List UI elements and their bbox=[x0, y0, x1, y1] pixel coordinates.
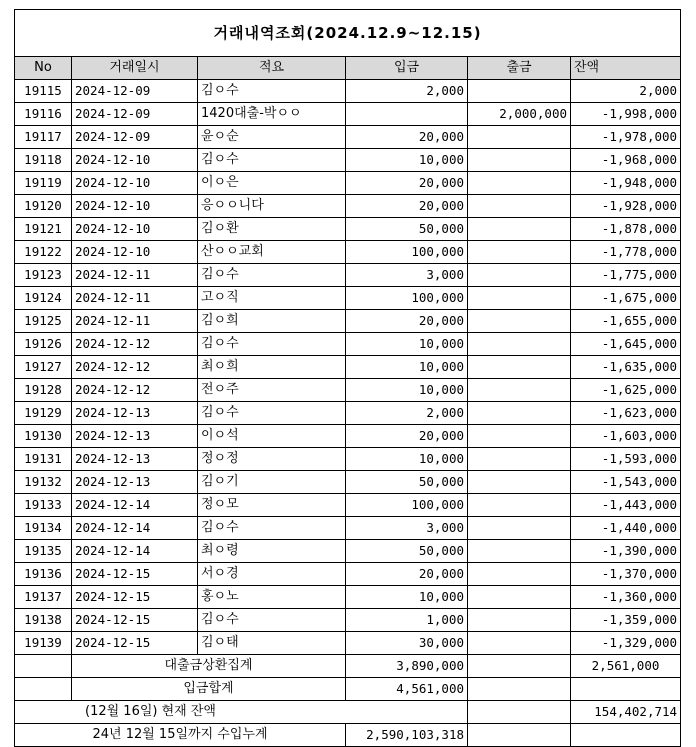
cumulative-row bbox=[15, 724, 681, 747]
row-deposit-cell: 10,000 bbox=[346, 356, 468, 379]
table-row bbox=[15, 172, 681, 195]
row-date-cell: 2024-12-12 bbox=[72, 356, 198, 379]
row-date-cell: 2024-12-11 bbox=[72, 287, 198, 310]
row-no-cell: 19116 bbox=[15, 103, 72, 126]
row-no-cell: 19132 bbox=[15, 471, 72, 494]
row-date-cell: 2024-12-15 bbox=[72, 586, 198, 609]
row-memo-cell: 이ㅇ은 bbox=[198, 172, 346, 195]
row-no-cell: 19138 bbox=[15, 609, 72, 632]
row-balance-cell: -1,593,000 bbox=[571, 448, 681, 471]
row-deposit-cell: 10,000 bbox=[346, 448, 468, 471]
row-no-cell: 19127 bbox=[15, 356, 72, 379]
row-deposit-cell: 50,000 bbox=[346, 540, 468, 563]
table-row bbox=[15, 632, 681, 655]
summary-body bbox=[15, 655, 681, 747]
table-row bbox=[15, 425, 681, 448]
table-row bbox=[15, 563, 681, 586]
row-memo-cell: 김ㅇ수 bbox=[198, 402, 346, 425]
row-no-cell: 19121 bbox=[15, 218, 72, 241]
row-no-cell: 19129 bbox=[15, 402, 72, 425]
table-row bbox=[15, 241, 681, 264]
header-memo: 적요 bbox=[198, 57, 346, 80]
row-deposit-cell: 20,000 bbox=[346, 126, 468, 149]
deposit-total-value: 4,561,000 bbox=[346, 678, 468, 701]
loan-repay-balance: 2,561,000 bbox=[571, 655, 681, 678]
row-date-cell: 2024-12-11 bbox=[72, 310, 198, 333]
row-withdrawal-cell bbox=[468, 149, 571, 172]
table-row bbox=[15, 195, 681, 218]
row-no-cell: 19134 bbox=[15, 517, 72, 540]
row-withdrawal-cell bbox=[468, 80, 571, 103]
row-memo-cell: 김ㅇ수 bbox=[198, 609, 346, 632]
row-no-cell: 19117 bbox=[15, 126, 72, 149]
row-withdrawal-cell bbox=[468, 517, 571, 540]
table-row bbox=[15, 333, 681, 356]
row-no-cell: 19137 bbox=[15, 586, 72, 609]
row-memo-cell: 윤ㅇ순 bbox=[198, 126, 346, 149]
table-row bbox=[15, 609, 681, 632]
row-balance-cell: -1,329,000 bbox=[571, 632, 681, 655]
row-deposit-cell: 1,000 bbox=[346, 609, 468, 632]
row-balance-cell: -1,390,000 bbox=[571, 540, 681, 563]
table-row bbox=[15, 517, 681, 540]
table-row bbox=[15, 103, 681, 126]
row-date-cell: 2024-12-11 bbox=[72, 264, 198, 287]
table-row bbox=[15, 80, 681, 103]
blank-cell bbox=[571, 678, 681, 701]
row-deposit-cell: 2,000 bbox=[346, 402, 468, 425]
row-balance-cell: -1,655,000 bbox=[571, 310, 681, 333]
row-date-cell: 2024-12-15 bbox=[72, 563, 198, 586]
header-no: No bbox=[15, 57, 72, 80]
row-deposit-cell: 10,000 bbox=[346, 586, 468, 609]
current-balance-label: (12월 16일) 현재 잔액 bbox=[15, 701, 468, 724]
row-deposit-cell bbox=[346, 103, 468, 126]
row-deposit-cell: 100,000 bbox=[346, 494, 468, 517]
row-withdrawal-cell bbox=[468, 471, 571, 494]
row-withdrawal-cell bbox=[468, 241, 571, 264]
row-memo-cell: 김ㅇ수 bbox=[198, 264, 346, 287]
row-deposit-cell: 100,000 bbox=[346, 287, 468, 310]
current-balance-value: 154,402,714 bbox=[571, 701, 681, 724]
row-no-cell: 19133 bbox=[15, 494, 72, 517]
row-balance-cell: -1,775,000 bbox=[571, 264, 681, 287]
row-deposit-cell: 10,000 bbox=[346, 333, 468, 356]
table-row bbox=[15, 448, 681, 471]
row-date-cell: 2024-12-15 bbox=[72, 609, 198, 632]
row-withdrawal-cell bbox=[468, 425, 571, 448]
row-date-cell: 2024-12-10 bbox=[72, 241, 198, 264]
row-date-cell: 2024-12-13 bbox=[72, 425, 198, 448]
page-title: 거래내역조회(2024.12.9~12.15) bbox=[15, 10, 681, 57]
table-row bbox=[15, 471, 681, 494]
row-deposit-cell: 10,000 bbox=[346, 379, 468, 402]
blank-cell bbox=[15, 655, 72, 678]
row-date-cell: 2024-12-09 bbox=[72, 126, 198, 149]
row-memo-cell: 이ㅇ석 bbox=[198, 425, 346, 448]
deposit-total-row bbox=[15, 678, 681, 701]
row-no-cell: 19124 bbox=[15, 287, 72, 310]
row-deposit-cell: 50,000 bbox=[346, 218, 468, 241]
row-no-cell: 19136 bbox=[15, 563, 72, 586]
row-memo-cell: 정ㅇ모 bbox=[198, 494, 346, 517]
row-date-cell: 2024-12-10 bbox=[72, 195, 198, 218]
row-deposit-cell: 20,000 bbox=[346, 172, 468, 195]
row-no-cell: 19118 bbox=[15, 149, 72, 172]
row-deposit-cell: 20,000 bbox=[346, 425, 468, 448]
row-memo-cell: 1420대출-박ㅇㅇ bbox=[198, 103, 346, 126]
row-date-cell: 2024-12-14 bbox=[72, 517, 198, 540]
row-memo-cell: 김ㅇ환 bbox=[198, 218, 346, 241]
transaction-table bbox=[14, 9, 681, 747]
row-no-cell: 19119 bbox=[15, 172, 72, 195]
header-deposit: 입금 bbox=[346, 57, 468, 80]
row-memo-cell: 서ㅇ경 bbox=[198, 563, 346, 586]
row-date-cell: 2024-12-13 bbox=[72, 448, 198, 471]
row-withdrawal-cell bbox=[468, 333, 571, 356]
row-balance-cell: -1,968,000 bbox=[571, 149, 681, 172]
table-row bbox=[15, 126, 681, 149]
row-date-cell: 2024-12-10 bbox=[72, 149, 198, 172]
row-memo-cell: 최ㅇ령 bbox=[198, 540, 346, 563]
row-memo-cell: 김ㅇ수 bbox=[198, 80, 346, 103]
row-balance-cell: -1,370,000 bbox=[571, 563, 681, 586]
row-balance-cell: -1,443,000 bbox=[571, 494, 681, 517]
table-row bbox=[15, 218, 681, 241]
row-date-cell: 2024-12-13 bbox=[72, 471, 198, 494]
deposit-total-label: 입금합계 bbox=[72, 678, 346, 701]
row-memo-cell: 홍ㅇ노 bbox=[198, 586, 346, 609]
row-no-cell: 19120 bbox=[15, 195, 72, 218]
row-date-cell: 2024-12-15 bbox=[72, 632, 198, 655]
header-date: 거래일시 bbox=[72, 57, 198, 80]
row-balance-cell: -1,623,000 bbox=[571, 402, 681, 425]
table-row bbox=[15, 149, 681, 172]
row-no-cell: 19125 bbox=[15, 310, 72, 333]
row-balance-cell: -1,625,000 bbox=[571, 379, 681, 402]
header-withdrawal: 출금 bbox=[468, 57, 571, 80]
row-balance-cell: -1,878,000 bbox=[571, 218, 681, 241]
row-memo-cell: 김ㅇ수 bbox=[198, 517, 346, 540]
row-balance-cell: -1,359,000 bbox=[571, 609, 681, 632]
row-deposit-cell: 20,000 bbox=[346, 195, 468, 218]
row-balance-cell: -1,778,000 bbox=[571, 241, 681, 264]
current-balance-row bbox=[15, 701, 681, 724]
header-row bbox=[15, 57, 681, 80]
row-withdrawal-cell bbox=[468, 195, 571, 218]
row-no-cell: 19139 bbox=[15, 632, 72, 655]
row-memo-cell: 고ㅇ직 bbox=[198, 287, 346, 310]
row-deposit-cell: 2,000 bbox=[346, 80, 468, 103]
row-memo-cell: 전ㅇ주 bbox=[198, 379, 346, 402]
row-no-cell: 19126 bbox=[15, 333, 72, 356]
row-deposit-cell: 3,000 bbox=[346, 264, 468, 287]
row-no-cell: 19122 bbox=[15, 241, 72, 264]
table-row bbox=[15, 264, 681, 287]
row-withdrawal-cell bbox=[468, 448, 571, 471]
blank-cell bbox=[468, 701, 571, 724]
row-date-cell: 2024-12-10 bbox=[72, 218, 198, 241]
table-row bbox=[15, 586, 681, 609]
row-withdrawal-cell bbox=[468, 586, 571, 609]
row-balance-cell: -1,978,000 bbox=[571, 126, 681, 149]
row-balance-cell: -1,645,000 bbox=[571, 333, 681, 356]
row-balance-cell: -1,543,000 bbox=[571, 471, 681, 494]
row-balance-cell: -1,440,000 bbox=[571, 517, 681, 540]
row-withdrawal-cell bbox=[468, 172, 571, 195]
loan-repay-deposit: 3,890,000 bbox=[346, 655, 468, 678]
row-memo-cell: 김ㅇ기 bbox=[198, 471, 346, 494]
row-memo-cell: 김ㅇ희 bbox=[198, 310, 346, 333]
row-no-cell: 19131 bbox=[15, 448, 72, 471]
row-balance-cell: -1,603,000 bbox=[571, 425, 681, 448]
table-row bbox=[15, 540, 681, 563]
row-withdrawal-cell bbox=[468, 632, 571, 655]
row-balance-cell: -1,675,000 bbox=[571, 287, 681, 310]
row-withdrawal-cell bbox=[468, 310, 571, 333]
row-date-cell: 2024-12-12 bbox=[72, 333, 198, 356]
row-withdrawal-cell bbox=[468, 287, 571, 310]
row-no-cell: 19135 bbox=[15, 540, 72, 563]
row-balance-cell: -1,948,000 bbox=[571, 172, 681, 195]
cumulative-value: 2,590,103,318 bbox=[346, 724, 468, 747]
blank-cell bbox=[571, 724, 681, 747]
row-no-cell: 19123 bbox=[15, 264, 72, 287]
row-no-cell: 19130 bbox=[15, 425, 72, 448]
row-deposit-cell: 20,000 bbox=[346, 310, 468, 333]
row-memo-cell: 김ㅇ수 bbox=[198, 333, 346, 356]
row-no-cell: 19115 bbox=[15, 80, 72, 103]
table-row bbox=[15, 310, 681, 333]
row-balance-cell: -1,998,000 bbox=[571, 103, 681, 126]
table-row bbox=[15, 402, 681, 425]
transaction-sheet bbox=[14, 9, 680, 747]
blank-cell bbox=[468, 724, 571, 747]
row-deposit-cell: 50,000 bbox=[346, 471, 468, 494]
table-row bbox=[15, 356, 681, 379]
table-row bbox=[15, 379, 681, 402]
row-balance-cell: -1,360,000 bbox=[571, 586, 681, 609]
row-withdrawal-cell bbox=[468, 218, 571, 241]
table-row bbox=[15, 494, 681, 517]
header-balance: 잔액 bbox=[571, 57, 681, 80]
title-row bbox=[15, 10, 681, 57]
row-withdrawal-cell bbox=[468, 126, 571, 149]
row-date-cell: 2024-12-09 bbox=[72, 103, 198, 126]
row-deposit-cell: 10,000 bbox=[346, 149, 468, 172]
row-balance-cell: -1,635,000 bbox=[571, 356, 681, 379]
blank-cell bbox=[15, 678, 72, 701]
row-withdrawal-cell bbox=[468, 563, 571, 586]
row-date-cell: 2024-12-12 bbox=[72, 379, 198, 402]
row-date-cell: 2024-12-14 bbox=[72, 494, 198, 517]
blank-cell bbox=[468, 655, 571, 678]
row-date-cell: 2024-12-09 bbox=[72, 80, 198, 103]
transaction-table-body bbox=[15, 10, 681, 655]
row-withdrawal-cell bbox=[468, 356, 571, 379]
row-deposit-cell: 3,000 bbox=[346, 517, 468, 540]
row-withdrawal-cell: 2,000,000 bbox=[468, 103, 571, 126]
row-balance-cell: -1,928,000 bbox=[571, 195, 681, 218]
loan-repay-label: 대출금상환집계 bbox=[72, 655, 346, 678]
row-deposit-cell: 20,000 bbox=[346, 563, 468, 586]
row-balance-cell: 2,000 bbox=[571, 80, 681, 103]
cumulative-label: 24년 12월 15일까지 수입누계 bbox=[15, 724, 346, 747]
row-withdrawal-cell bbox=[468, 494, 571, 517]
row-memo-cell: 최ㅇ희 bbox=[198, 356, 346, 379]
row-date-cell: 2024-12-10 bbox=[72, 172, 198, 195]
row-memo-cell: 산ㅇㅇ교회 bbox=[198, 241, 346, 264]
row-memo-cell: 김ㅇ수 bbox=[198, 149, 346, 172]
row-date-cell: 2024-12-14 bbox=[72, 540, 198, 563]
table-row bbox=[15, 287, 681, 310]
row-memo-cell: 김ㅇ태 bbox=[198, 632, 346, 655]
row-withdrawal-cell bbox=[468, 402, 571, 425]
row-memo-cell: 정ㅇ정 bbox=[198, 448, 346, 471]
row-withdrawal-cell bbox=[468, 609, 571, 632]
row-deposit-cell: 100,000 bbox=[346, 241, 468, 264]
row-date-cell: 2024-12-13 bbox=[72, 402, 198, 425]
row-withdrawal-cell bbox=[468, 264, 571, 287]
loan-repay-row bbox=[15, 655, 681, 678]
row-withdrawal-cell bbox=[468, 379, 571, 402]
row-memo-cell: 응ㅇㅇ니다 bbox=[198, 195, 346, 218]
row-no-cell: 19128 bbox=[15, 379, 72, 402]
row-deposit-cell: 30,000 bbox=[346, 632, 468, 655]
row-withdrawal-cell bbox=[468, 540, 571, 563]
blank-cell bbox=[468, 678, 571, 701]
